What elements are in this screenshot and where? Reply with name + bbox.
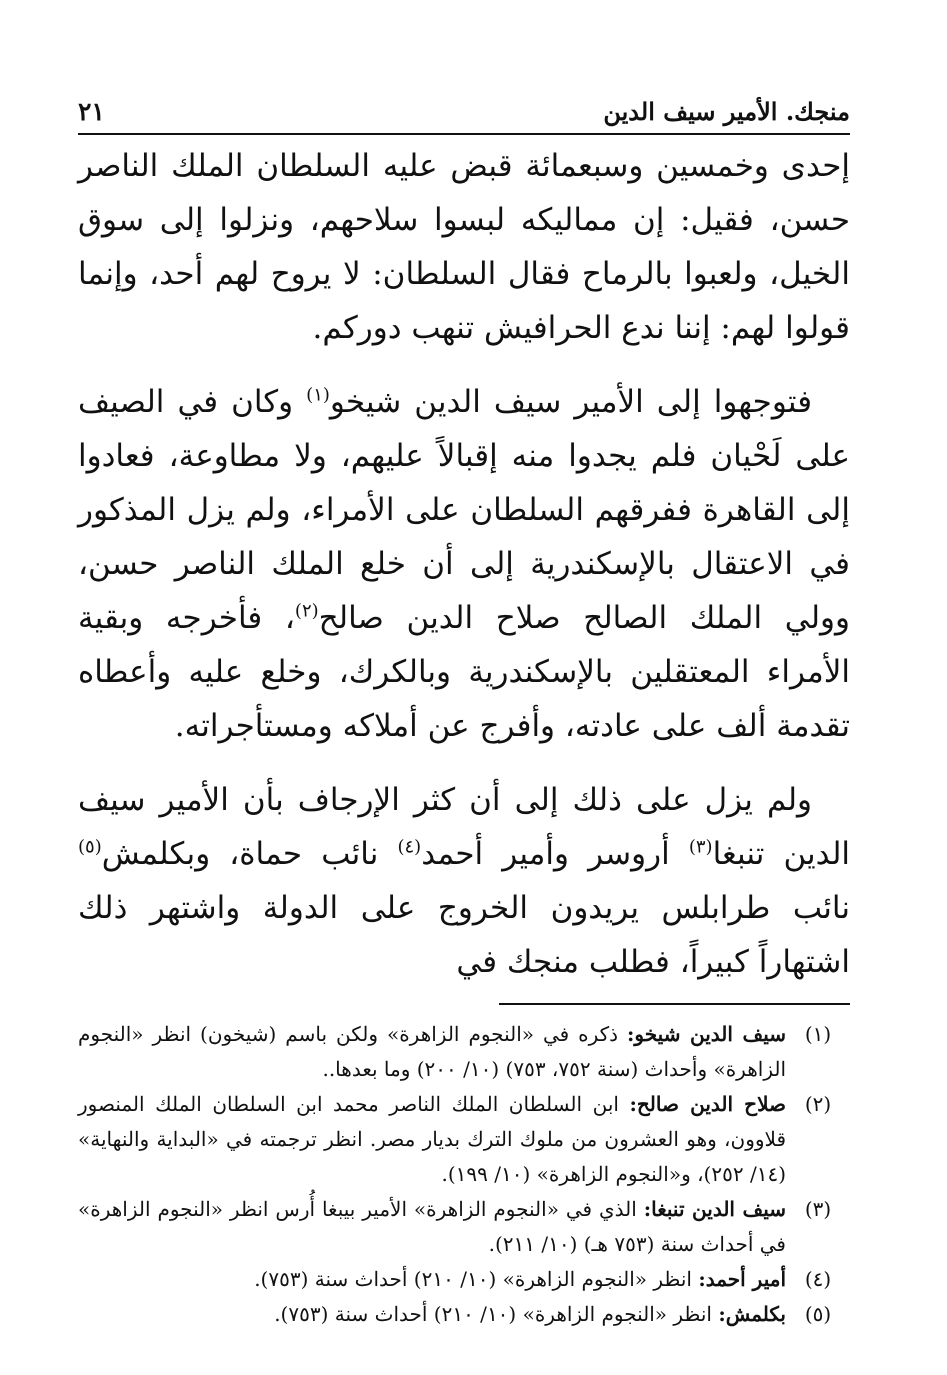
book-page <box>78 95 850 1332</box>
footnote-number: (٢) <box>804 1092 832 1116</box>
header-title: منجك. الأمير سيف الدين <box>603 97 850 126</box>
footnote-heading: أمير أحمد: <box>698 1267 786 1291</box>
footnote-reference-4: (٤) <box>397 836 422 858</box>
footnote-body: ذكره في «النجوم الزاهرة» ولكن باسم (شيخون) انظر «النجوم الزاهرة» وأحداث (سنة ٧٥٢، ٧٥٣) (١٠/ ٢٠٠) وما بعدها.. <box>78 1022 786 1081</box>
footnote-heading: سيف الدين تنبغا: <box>643 1197 787 1221</box>
paragraph-3-part-4: نائب طرابلس يريدون الخروج على الدولة واشتهر ذلك اشتهاراً كبيراً، فطلب منجك في <box>78 890 850 980</box>
footnote-divider <box>499 1003 850 1005</box>
footnote-reference-1: (١) <box>306 384 330 406</box>
footnote-4 <box>78 1262 850 1297</box>
footnote-number: (١) <box>804 1022 832 1046</box>
page-number: ٢١ <box>78 97 105 126</box>
footnote-text <box>78 1297 786 1332</box>
footnote-body: انظر «النجوم الزاهرة» (١٠/ ٢١٠) أحداث سنة (٧٥٣). <box>274 1302 719 1326</box>
footnote-heading: بكلمش: <box>718 1302 786 1326</box>
footnote-number: (٤) <box>804 1267 832 1291</box>
footnote-heading: صلاح الدين صالح: <box>629 1092 786 1116</box>
footnote-text <box>78 1262 786 1297</box>
footnote-5 <box>78 1297 850 1332</box>
paragraph-3-part-2: أروسر وأمير أحمد <box>421 836 689 872</box>
paragraph-2-part-2: وكان في الصيف على لَحْيان فلم يجدوا منه إقبالاً عليهم، ولا مطاوعة، فعادوا إلى القاهرة ففرقهم السلطان على الأمراء، ولم يزل المذكور في الاعتقال بالإسكندرية إلى أن خلع الملك الناصر حسن، وولي الملك الصالح صلاح الدين صالح <box>78 384 850 636</box>
paragraph-2-part-3: ، فأخرجه وبقية الأمراء المعتقلين بالإسكندرية وبالكرك، وخلع عليه وأعطاه تقدمة ألف على عادته، وأفرج عن أملاكه ومستأجراته. <box>78 600 850 744</box>
footnotes <box>78 1017 850 1332</box>
paragraph-3 <box>78 773 850 989</box>
footnote-reference-2: (٢) <box>294 600 319 622</box>
footnote-body: انظر «النجوم الزاهرة» (١٠/ ٢١٠) أحداث سنة (٧٥٣). <box>254 1267 699 1291</box>
footnote-2 <box>78 1087 850 1192</box>
paragraph-2-part-1: فتوجهوا إلى الأمير سيف الدين شيخو <box>329 384 813 420</box>
footnote-reference-3: (٣) <box>688 836 713 858</box>
footnote-number: (٣) <box>804 1197 832 1221</box>
footnote-text <box>78 1192 786 1262</box>
paragraph-3-part-3: نائب حماة، وبكلمش <box>101 836 398 872</box>
main-text <box>78 139 850 989</box>
footnote-text <box>78 1087 786 1192</box>
footnote-body: ابن السلطان الملك الناصر محمد ابن السلطان الملك المنصور قلاوون، وهو العشرون من ملوك الترك بديار مصر. انظر ترجمته في «البداية والنهاية» (١٤/ ٢٥٢)، و«النجوم الزاهرة» (١٠/ ١٩٩). <box>78 1092 786 1186</box>
footnote-heading: سيف الدين شيخو: <box>627 1022 787 1046</box>
paragraph-2 <box>78 375 850 753</box>
footnote-body: الذي في «النجوم الزاهرة» الأمير بيبغا أُرس انظر «النجوم الزاهرة» في أحداث سنة (٧٥٣ هـ) (١٠/ ٢١١). <box>78 1197 786 1256</box>
paragraph-3-part-1: ولم يزل على ذلك إلى أن كثر الإرجاف بأن الأمير سيف الدين تنبغا <box>78 782 851 872</box>
footnote-3 <box>78 1192 850 1262</box>
footnote-number: (٥) <box>804 1302 832 1326</box>
footnote-reference-5: (٥) <box>78 836 102 858</box>
footnote-text <box>78 1017 786 1087</box>
running-header <box>78 95 850 135</box>
paragraph-1: إحدى وخمسين وسبعمائة قبض عليه السلطان الملك الناصر حسن، فقيل: إن مماليكه لبسوا سلاحهم، ونزلوا إلى سوق الخيل، ولعبوا بالرماح فقال السلطان: لا يروح لهم أحد، وإنما قولوا لهم: إننا ندع الحرافيش تنهب دوركم. <box>78 148 850 346</box>
footnote-1 <box>78 1017 850 1087</box>
